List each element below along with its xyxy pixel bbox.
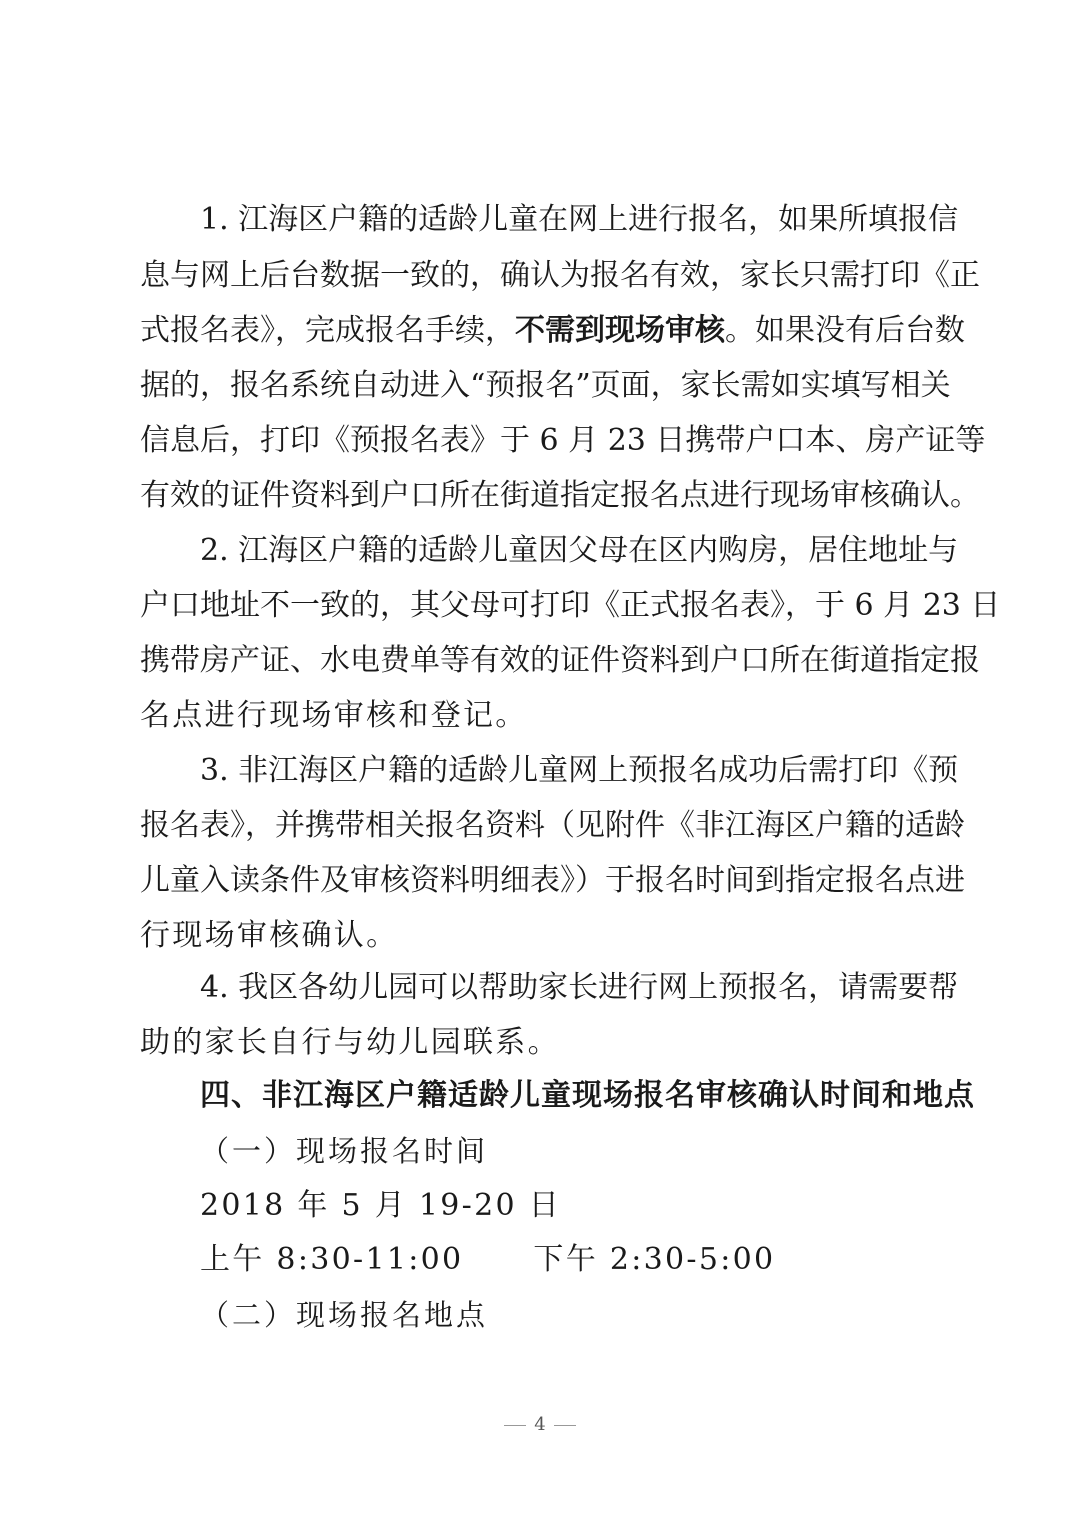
paragraph-3-line-1: 3. 非江海区户籍的适龄儿童网上预报名成功后需打印《预 <box>200 753 959 788</box>
afternoon-hours: 下午 2:30-5:00 <box>533 1242 776 1277</box>
paragraph-3-line-4: 行现场审核确认。 <box>140 918 399 953</box>
paragraph-2-line-4: 名点进行现场审核和登记。 <box>140 698 528 733</box>
paragraph-1-line-3 <box>140 311 965 351</box>
footer-dash-right <box>554 1425 576 1426</box>
page-footer <box>0 1414 1080 1435</box>
paragraph-1-line-3-start: 式报名表》，完成报名手续， <box>140 313 515 348</box>
paragraph-2-line-2: 户口地址不一致的，其父母可打印《正式报名表》，于 6 月 23 日 <box>140 588 1001 623</box>
paragraph-2-line-1: 2. 江海区户籍的适龄儿童因父母在区内购房，居住地址与 <box>200 533 959 568</box>
paragraph-1-line-4: 据的，报名系统自动进入“预报名”页面，家长需如实填写相关 <box>140 368 951 403</box>
registration-hours <box>200 1240 775 1280</box>
section-heading: 四、非江海区户籍适龄儿童现场报名审核确认时间和地点 <box>200 1078 975 1113</box>
subheading-registration-time: （一）现场报名时间 <box>200 1134 489 1168</box>
registration-date: 2018 年 5 月 19-20 日 <box>200 1188 561 1223</box>
page-number: 4 <box>534 1414 546 1435</box>
footer-dash-left <box>504 1425 526 1426</box>
paragraph-4-line-1: 4. 我区各幼儿园可以帮助家长进行网上预报名，请需要帮 <box>200 970 959 1005</box>
paragraph-1-line-6: 有效的证件资料到户口所在街道指定报名点进行现场审核确认。 <box>140 478 980 513</box>
paragraph-1-line-2: 息与网上后台数据一致的，确认为报名有效，家长只需打印《正 <box>140 258 980 293</box>
paragraph-3-line-2: 报名表》，并携带相关报名资料（见附件《非江海区户籍的适龄 <box>140 808 965 843</box>
paragraph-3-line-3: 儿童入读条件及审核资料明细表》）于报名时间到指定报名点进 <box>140 863 965 898</box>
paragraph-4-line-2: 助的家长自行与幼儿园联系。 <box>140 1025 560 1060</box>
paragraph-1-line-5: 信息后，打印《预报名表》于 6 月 23 日携带户口本、房产证等 <box>140 423 986 458</box>
paragraph-1-line-1: 1. 江海区户籍的适龄儿童在网上进行报名，如果所填报信 <box>200 202 959 237</box>
paragraph-2-line-3: 携带房产证、水电费单等有效的证件资料到户口所在街道指定报 <box>140 643 980 678</box>
subheading-registration-location: （二）现场报名地点 <box>200 1298 489 1332</box>
emphasis-no-onsite-review: 不需到现场审核 <box>515 313 725 348</box>
morning-hours: 上午 8:30-11:00 <box>200 1242 464 1277</box>
paragraph-1-line-3-end: 。如果没有后台数 <box>725 313 965 348</box>
